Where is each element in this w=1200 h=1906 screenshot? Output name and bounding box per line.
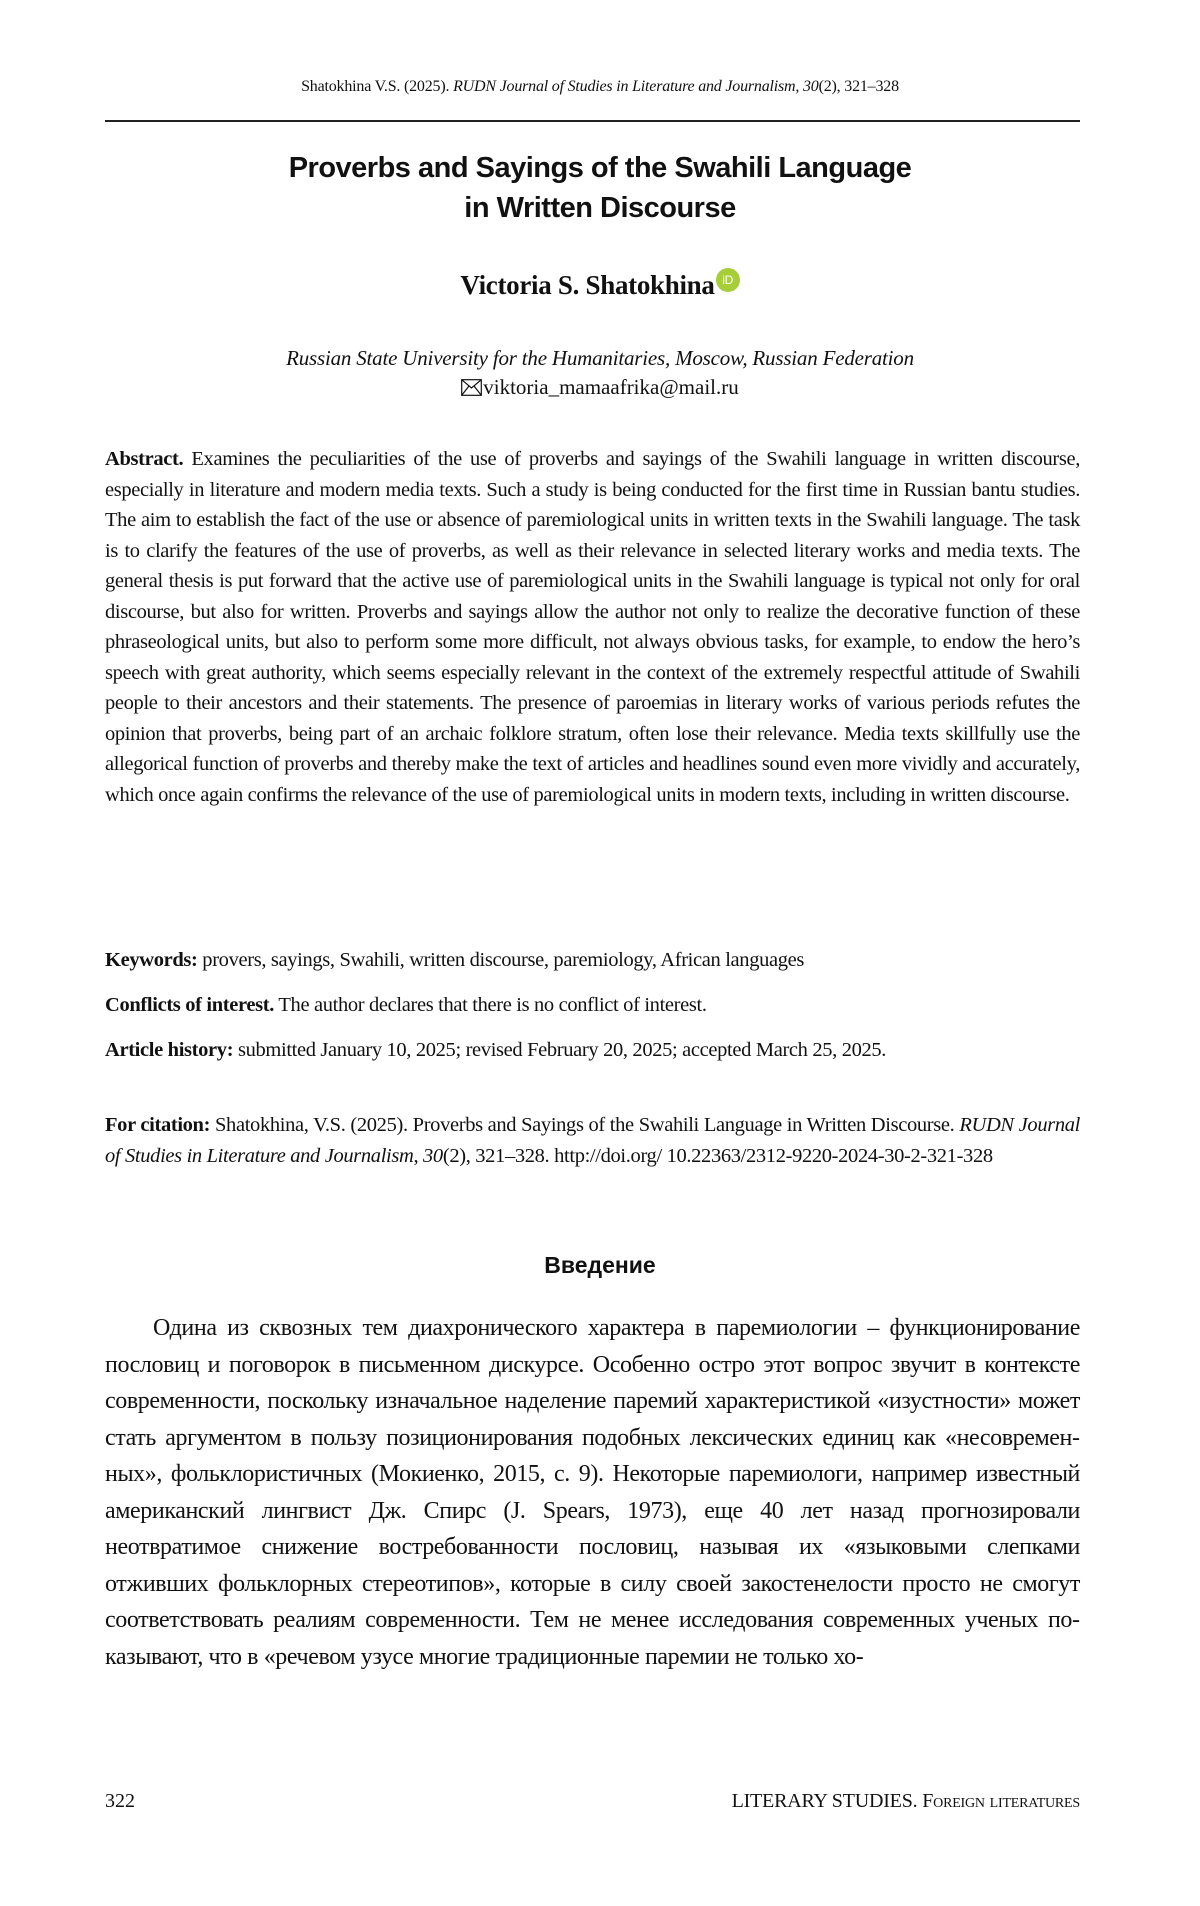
conflicts-text: The author declares that there is no conflict of interest.	[273, 994, 707, 1016]
history-text: submitted January 10, 2025; revised February 20, 2025; accepted March 25, 2025.	[233, 1039, 887, 1061]
abstract-label: Abstract.	[105, 448, 184, 470]
citation-journal: RUDN Journal of Studies in Literature and Journalism	[105, 1114, 1080, 1167]
author-name: Victoria S. Shatokhina	[460, 270, 715, 300]
article-history	[105, 1035, 1080, 1066]
abstract	[105, 444, 1080, 810]
author-email	[0, 375, 1200, 400]
affiliation: Russian State University for the Humanitaries, Moscow, Russian Federation	[286, 346, 914, 370]
citation-doi[interactable]: (2), 321–328. http://doi.org/ 10.22363/2312-9220-2024-30-2-321-328	[442, 1144, 993, 1167]
running-head	[0, 78, 1200, 96]
article-title-line-1: Proverbs and Sayings of the Swahili Language	[288, 152, 912, 184]
header-rule	[105, 120, 1080, 122]
abstract-text: Examines the peculiarities of the use of proverbs and sayings of the Swahili language in written discourse, especially in literature and modern media texts. Such a study is being conducted for the first time in Russian bantu studies. The aim to establish the fact of the use or absence of paremiological units in written texts in the Swahili language. The task is to clarify the features of the use of proverbs, as well as their relevance in selected literary works and media texts. The general thesis is put forward that the active use of paremiological units in the Swahili language is typical not only for oral discourse, but also for written. Proverbs and sayings allow the author not only to realize the decorative function of these phraseological units, but also to perform some more difficult, not always obvious tasks, for example, to endow the hero’s speech with great authority, which seems especially relevant in the context of the extremely respectful attitude of Swahili people to their ancestors and their statements. The presence of paroemias in literary works of various periods refutes the opinion that proverbs, being part of an archaic folklore stratum, often lose their relevance. Media texts skillfully use the allegorical function of proverbs and thereby make the text of articles and headlines sound even more vividly and accurately, which once again confirms the relevance of the use of paremiological units in modern texts, including in written discourse.	[105, 448, 1080, 806]
conflicts-of-interest	[105, 990, 1080, 1021]
keywords	[105, 945, 1080, 976]
body-paragraph: Одина из сквозных тем диахронического характера в паремиологии – функционирование пословиц и поговорок в письменном дискурсе. Особенно остро этот вопрос звучит в контексте современности, поскольку изначальное наделение паремий характеристикой «изустности» может стать аргументом в пользу позиционирования подобных лексических единиц как «несовременных», фольклористичных (Мокиенко, 2015, с. 9). Некоторые паремиологи, например известный американский лингвист Дж. Спирс (J. Spears, 1973), еще 40 лет назад прогнозировали неотвратимое снижение востребованности пословиц, называя их «языковыми слепками отживших фольклорных стереотипов», которые в силу своей закостенелости просто не смогут соответствовать реалиям современности. Тем не менее исследования современных ученых показывают, что в «речевом узусе многие традиционные паремии не только хо-	[105, 1315, 1080, 1670]
article-title-line-2: in Written Discourse	[464, 192, 736, 224]
citation-volume: 30	[423, 1144, 443, 1167]
article-title	[150, 148, 1050, 228]
citation-label: For citation:	[105, 1114, 211, 1136]
history-label: Article history:	[105, 1039, 234, 1061]
running-head-citation: Shatokhina V.S. (2025).	[301, 78, 454, 95]
section-footer	[732, 1790, 1080, 1813]
keywords-label: Keywords:	[105, 949, 198, 971]
page-number: 322	[105, 1790, 135, 1812]
citation-text: Shatokhina, V.S. (2025). Proverbs and Sayings of the Swahili Language in Written Discourse.	[210, 1114, 960, 1136]
citation-separator: ,	[413, 1144, 424, 1167]
section-heading: Введение	[544, 1252, 656, 1278]
author	[0, 268, 1200, 301]
section-footer-sub: Foreign literatures	[922, 1790, 1080, 1812]
citation	[105, 1110, 1080, 1171]
conflicts-label: Conflicts of interest.	[105, 994, 274, 1016]
mail-icon	[461, 379, 482, 396]
section-footer-main: LITERARY STUDIES.	[731, 1790, 923, 1812]
email-address[interactable]: viktoria_mamaafrika@mail.ru	[483, 375, 739, 399]
orcid-icon[interactable]: iD	[716, 268, 740, 292]
running-head-issue: (2), 321–328	[818, 78, 899, 95]
keywords-text: provers, sayings, Swahili, written discourse, paremiology, African languages	[197, 949, 805, 971]
running-head-journal: RUDN Journal of Studies in Literature and Journalism, 30	[453, 78, 819, 95]
